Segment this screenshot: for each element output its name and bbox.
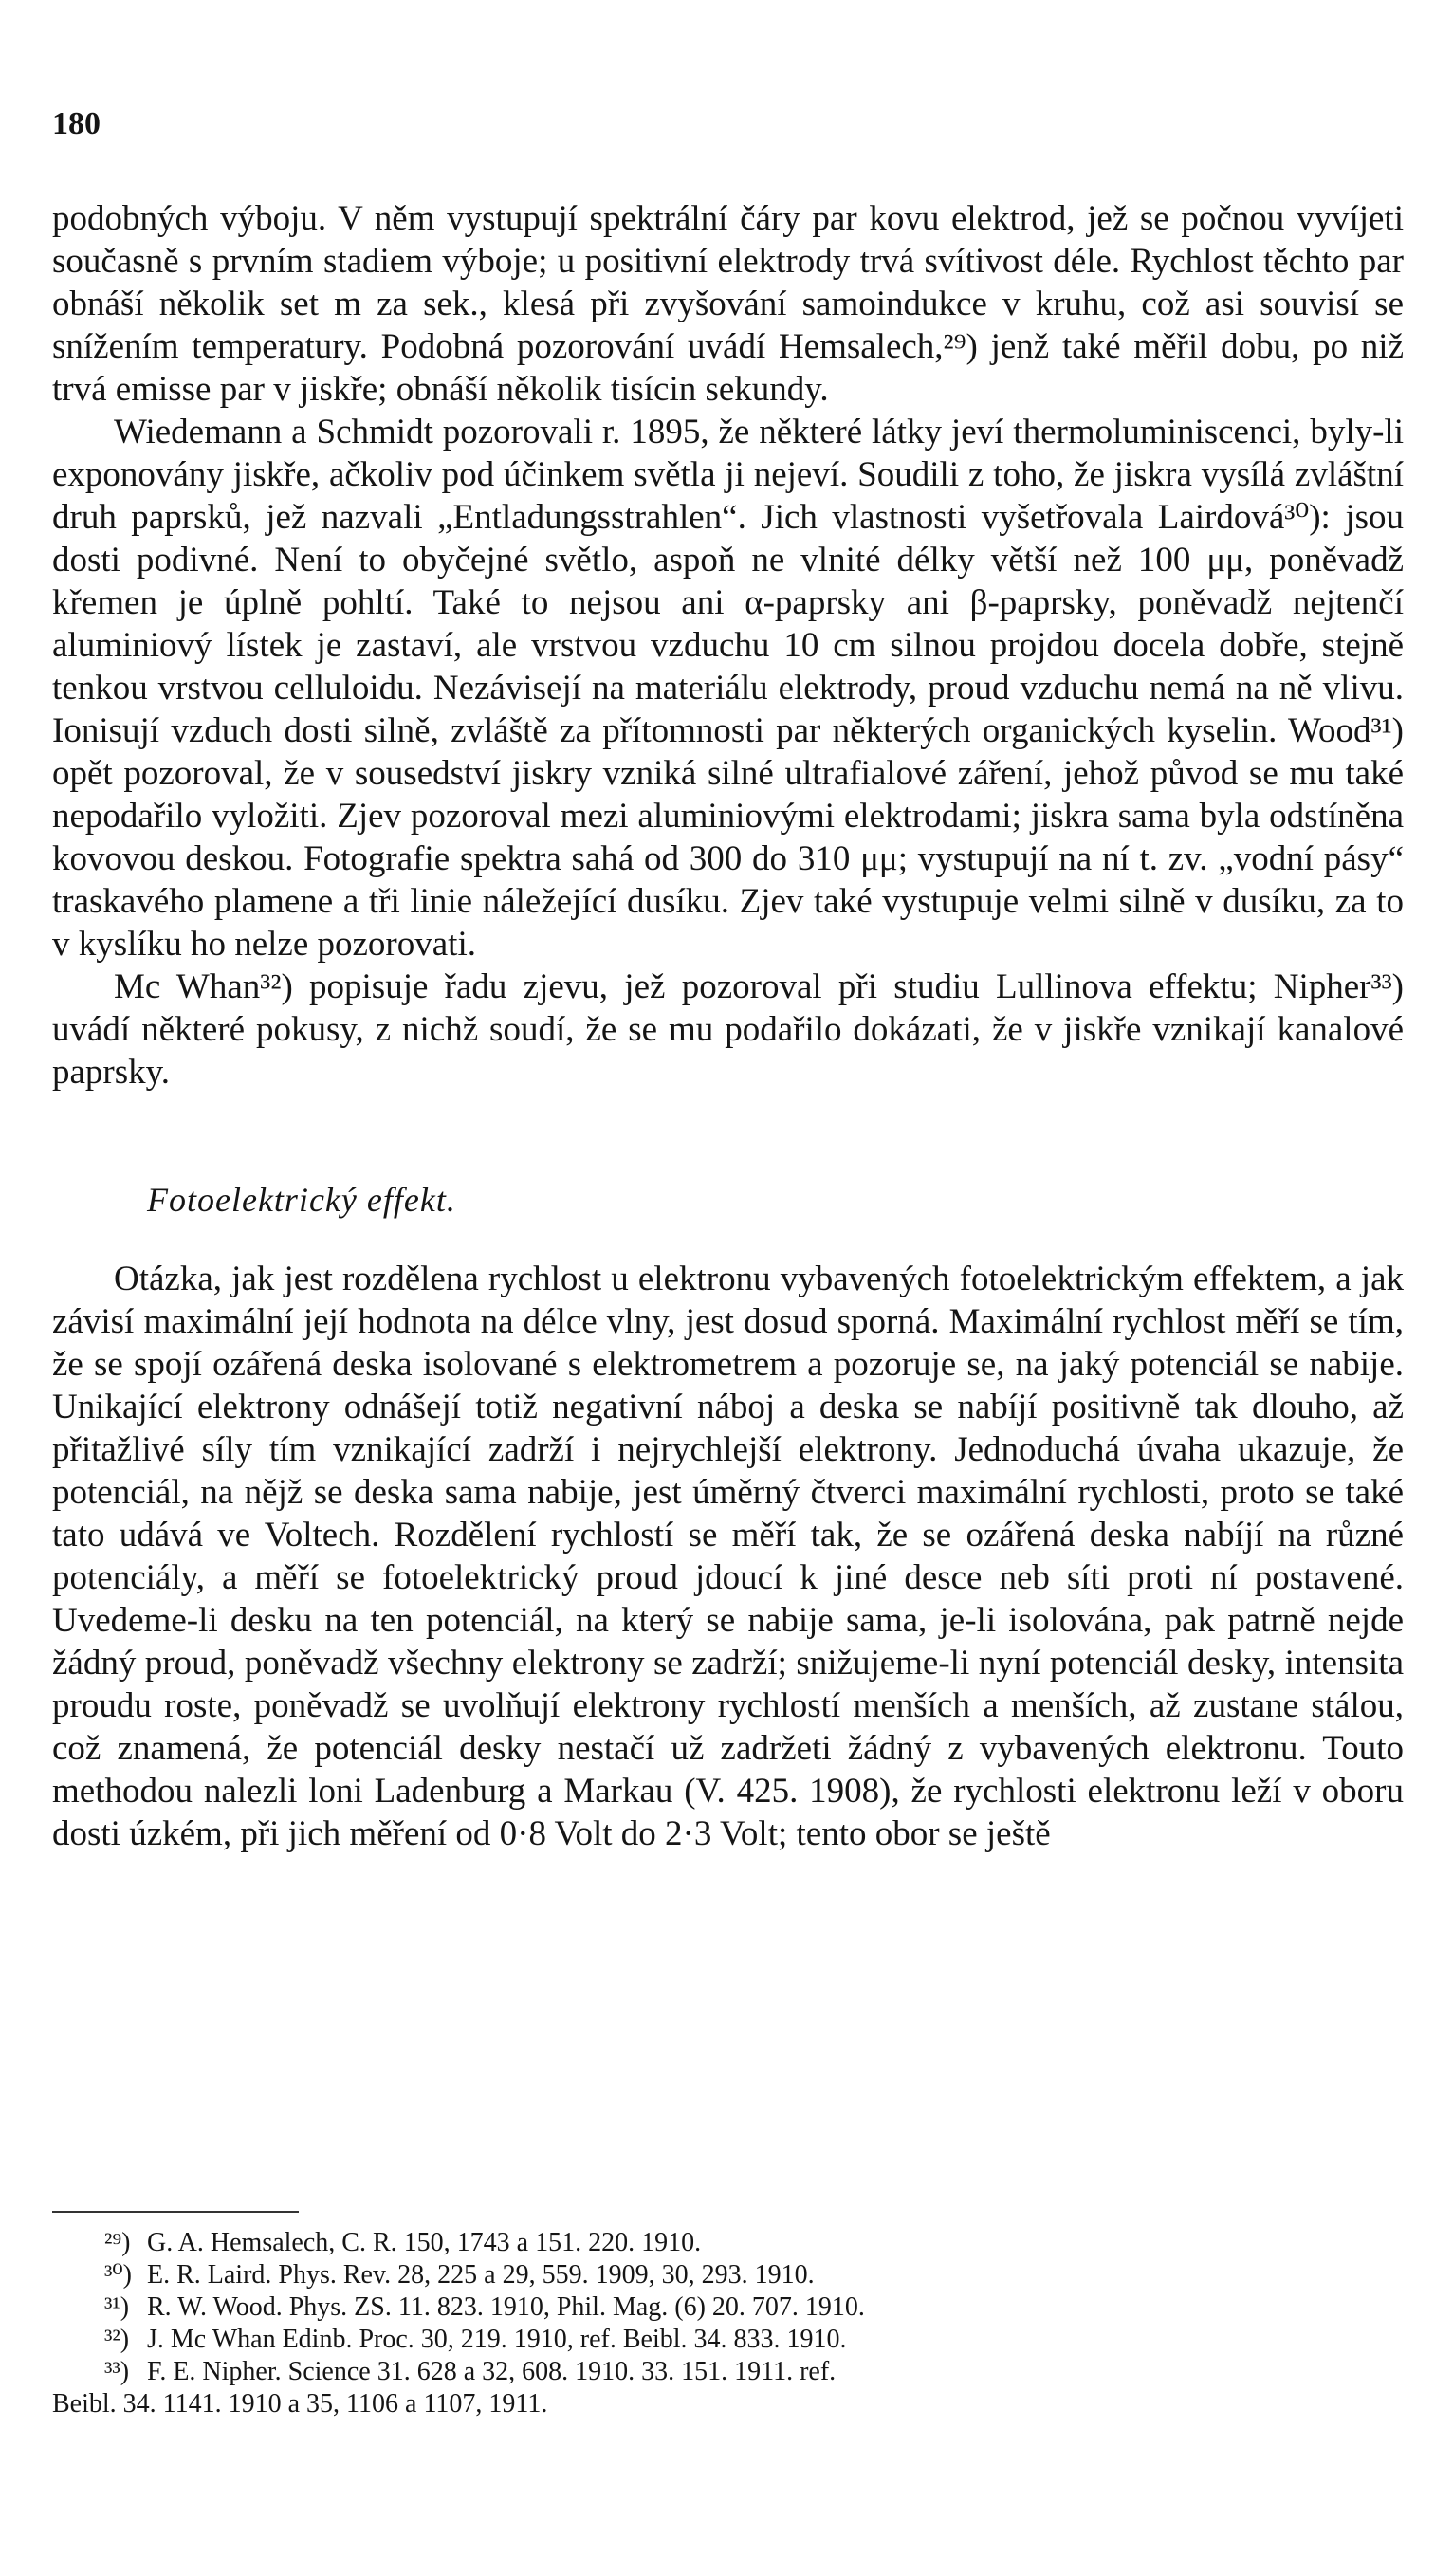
footnote-text: J. Mc Whan Edinb. Proc. 30, 219. 1910, ref. Beibl. 34. 833. 1910. [147, 2325, 847, 2354]
footnote-mark: ³⁰) [104, 2260, 132, 2290]
footnote-33-continuation [52, 2388, 1404, 2420]
footnote-32 [52, 2324, 1404, 2356]
footnote-text: F. E. Nipher. Science 31. 628 a 32, 608. 1910. 33. 151. 1911. ref. [147, 2357, 837, 2386]
paragraph-photoelectric: Otázka, jak jest rozdělena rychlost u elektronu vybavených fotoelektrickým effektem, a jak závisí maximální její hodnota na délce vlny, jest dosud sporná. Maximální rychlost měří se tím, že se spojí ozářená deska isolované s elektrometrem a pozoruje se, na jaký potenciál se nabije. Unikající elektrony odnášejí totiž negativní náboj a deska se nabíjí positivně tak dlouho, až přitažlivé síly tím vznikající zadrží i nejrychlejší elektrony. Jednoduchá úvaha ukazuje, že potenciál, na nějž se deska sama nabije, jest úměrný čtverci maximální rychlosti, proto se také tato udává ve Voltech. Rozdělení rychlostí se měří tak, že se ozářená deska nabíjí na různé potenciály, a měří se fotoelektrický proud jdoucí k jiné desce neb síti proti ní postavené. Uvedeme-li desku na ten potenciál, na který se nabije sama, je-li isolována, pak patrně nejde žádný proud, poněvadž všechny elektrony se zadrží; snižujeme-li nyní potenciál desky, intensita proudu roste, poněvadž se uvolňují elektrony rychlostí menších a menších, až zustane stálou, což znamená, že potenciál desky nestačí už zadržeti žádný z vybavených elektronu. Touto methodou nalezli loni Ladenburg a Markau (V. 425. 1908), že rychlosti elektronu leží v oboru dosti úzkém, při jich měření od 0·8 Volt do 2·3 Volt; tento obor se ještě [52, 1260, 1404, 1853]
footnote-text: E. R. Laird. Phys. Rev. 28, 225 a 29, 559. 1909, 30, 293. 1910. [147, 2260, 815, 2290]
footnote-text: Beibl. 34. 1141. 1910 a 35, 1106 a 1107, 1911. [52, 2389, 548, 2419]
footnotes [52, 2227, 1404, 2420]
footnote-mark: ²⁹) [104, 2228, 131, 2257]
section-heading: Fotoelektrický effekt. [147, 1181, 456, 1219]
body-text [52, 197, 1404, 1855]
footnote-mark: ³¹) [104, 2292, 130, 2322]
footnote-mark: ³²) [104, 2325, 130, 2354]
page-number: 180 [52, 106, 101, 141]
footnote-31 [52, 2291, 1404, 2324]
footnote-33 [52, 2356, 1404, 2388]
footnote-mark: ³³) [104, 2357, 130, 2386]
footnote-29 [52, 2227, 1404, 2259]
paragraph-wiedemann-schmidt: Wiedemann a Schmidt pozorovali r. 1895, že některé látky jeví thermoluminiscenci, byly-li exponovány jiskře, ačkoliv pod účinkem světla ji nejeví. Soudili z toho, že jiskra vysílá zvláštní druh paprsků, jež nazvali „Entladungsstrahlen“. Jich vlastnosti vyšetřovala Lairdová³⁰): jsou dosti podivné. Není to obyčejné světlo, aspoň ne vlnité délky větší než 100 μμ, poněvadž křemen je úplně pohltí. Také to nejsou ani α-paprsky ani β-paprsky, poněvadž nejtenčí aluminiový lístek je zastaví, ale vrstvou vzduchu 10 cm silnou projdou docela dobře, stejně tenkou vrstvou celluloidu. Nezávisejí na materiálu elektrody, proud vzduchu nemá na ně vlivu. Ionisují vzduch dosti silně, zvláště za přítomnosti par některých organických kyselin. Wood³¹) opět pozoroval, že v sousedství jiskry vzniká silné ultrafialové záření, jehož původ se mu také nepodařilo vyložiti. Zjev pozoroval mezi aluminiovými elektrodami; jiskra sama byla odstíněna kovovou deskou. Fotografie spektra sahá od 300 do 310 μμ; vystupují na ní t. zv. „vodní pásy“ traskavého plamene a tři linie náležející dusíku. Zjev také vystupuje velmi silně v dusíku, za to v kyslíku ho nelze pozorovati. [52, 413, 1404, 964]
footnote-text: R. W. Wood. Phys. ZS. 11. 823. 1910, Phil. Mag. (6) 20. 707. 1910. [147, 2292, 865, 2322]
footnote-text: G. A. Hemsalech, C. R. 150, 1743 a 151. 220. 1910. [147, 2228, 702, 2257]
footnote-divider [52, 2211, 299, 2213]
paragraph-continuation: podobných výboju. V něm vystupují spektrální čáry par kovu elektrod, jež se počnou vyvíjeti současně s prvním stadiem výboje; u positivní elektrody trvá svítivost déle. Rychlost těchto par obnáší několik set m za sek., klesá při zvyšování samoindukce v kruhu, což asi souvisí se snížením temperatury. Podobná pozorování uvádí Hemsalech,²⁹) jenž také měřil dobu, po niž trvá emisse par v jiskře; obnáší několik tisícin sekundy. [52, 199, 1404, 409]
paragraph-mc-whan: Mc Whan³²) popisuje řadu zjevu, jež pozoroval při studiu Lullinova effektu; Nipher³³) uvádí některé pokusy, z nichž soudí, že se mu podařilo dokázati, že v jiskře vznikají kanalové paprsky. [52, 967, 1404, 1092]
footnote-30 [52, 2259, 1404, 2291]
